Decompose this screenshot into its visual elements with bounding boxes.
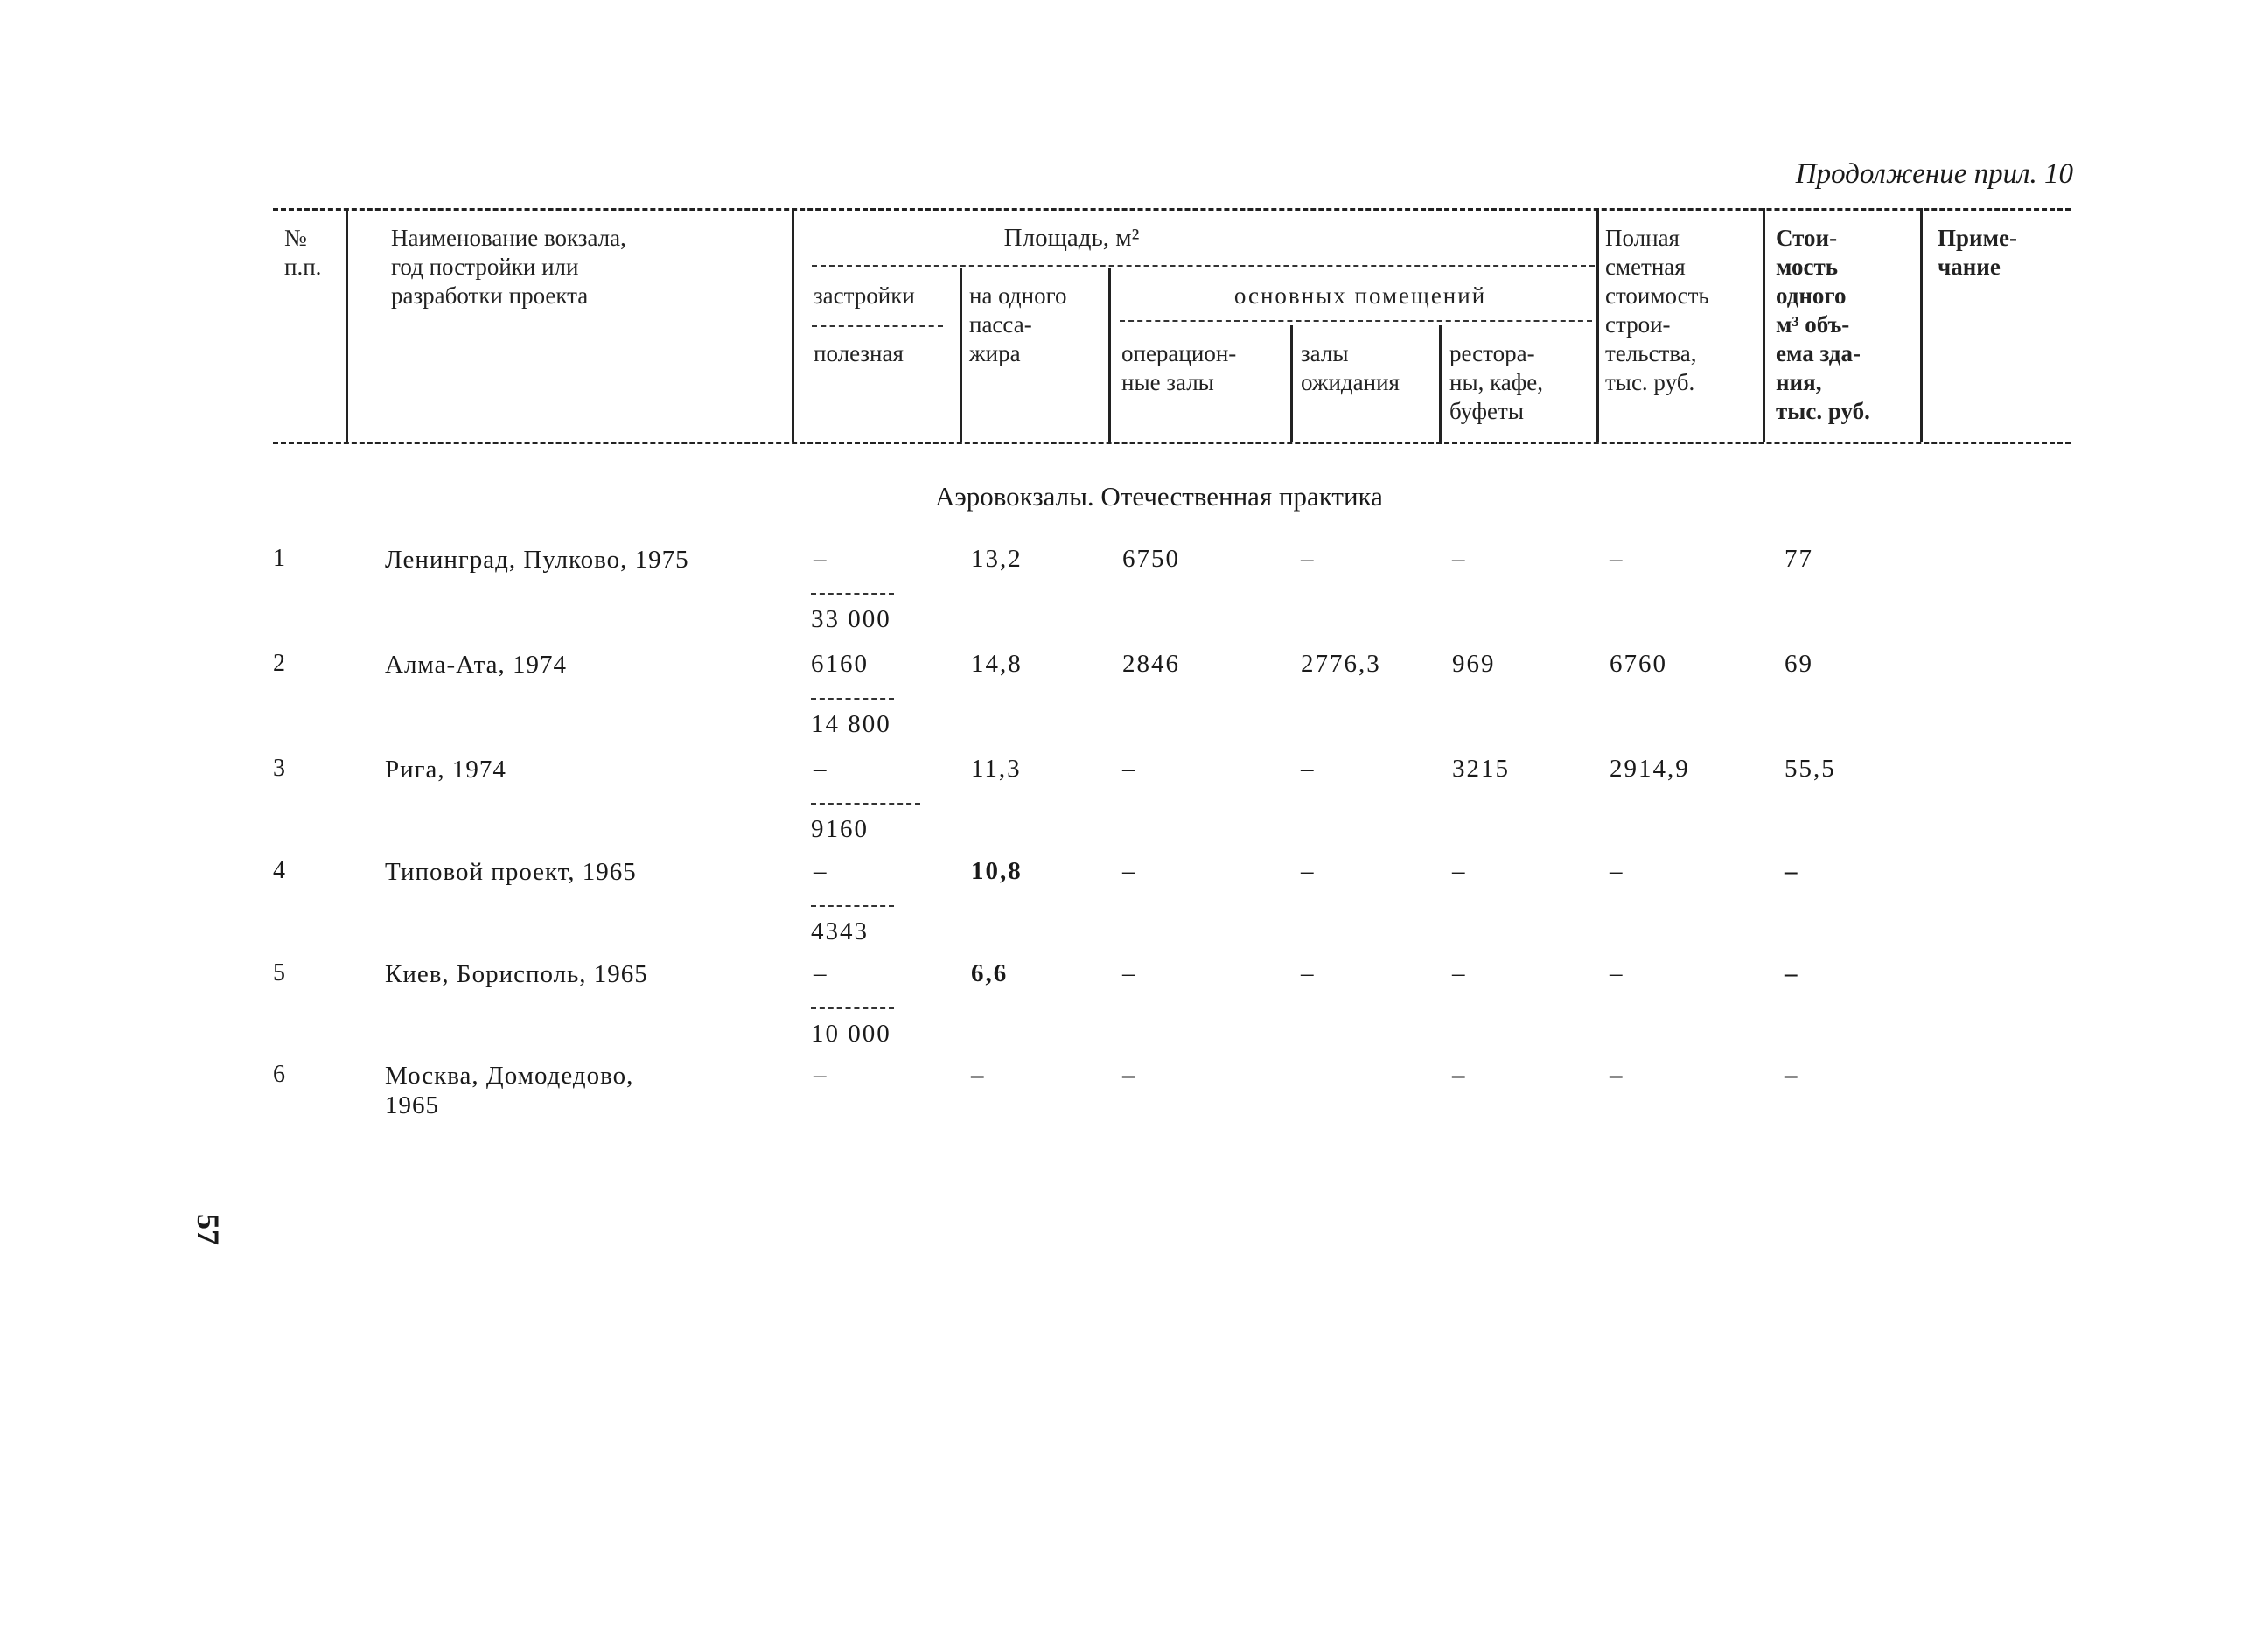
cell-operational: 2846	[1122, 650, 1180, 678]
row-name: Рига, 1974	[385, 756, 506, 784]
row-name: Типовой проект, 1965	[385, 858, 637, 886]
cell-built: –	[814, 755, 828, 783]
header-total-cost-line6: тыс. руб.	[1605, 369, 1695, 395]
cell-useful: 14 800	[811, 710, 891, 738]
header-total-cost-line3: стоимость	[1605, 282, 1709, 309]
header-useful: полезная	[814, 340, 904, 366]
cell-per-passenger: –	[971, 1061, 986, 1089]
cell-useful: 33 000	[811, 605, 891, 633]
header-name-line3: разработки проекта	[391, 282, 589, 309]
cell-built: 6160	[811, 650, 869, 678]
header-built: застройки	[814, 282, 915, 309]
header-per-passenger-line1: на одного	[969, 282, 1067, 309]
cell-total-cost: 2914,9	[1610, 755, 1690, 783]
cell-total-cost: –	[1610, 857, 1624, 885]
col-divider	[1763, 208, 1765, 442]
col-divider	[960, 268, 962, 442]
header-note-line1: Приме-	[1938, 225, 2017, 251]
cell-restaurants: –	[1452, 1061, 1467, 1089]
cell-restaurants: –	[1452, 959, 1467, 987]
cell-restaurants: 3215	[1452, 755, 1510, 783]
cell-total-cost: 6760	[1610, 650, 1667, 678]
row-number: 4	[273, 857, 285, 884]
cell-waiting: –	[1301, 755, 1316, 783]
header-main-rooms: основных помещений	[1233, 282, 1487, 309]
header-area-group: Площадь, м²	[1003, 224, 1140, 252]
cell-waiting: –	[1301, 545, 1316, 573]
table-caption: Продолжение прил. 10	[1795, 158, 2073, 190]
header-unit-cost-line5: ема зда-	[1776, 340, 1861, 366]
cell-built: –	[814, 545, 828, 573]
cell-waiting: –	[1301, 857, 1316, 885]
row-number: 3	[273, 755, 285, 782]
cell-waiting: –	[1301, 959, 1316, 987]
cell-per-passenger: 6,6	[971, 959, 1009, 987]
cell-unit-cost: 77	[1785, 545, 1813, 573]
cell-total-cost: –	[1610, 1061, 1624, 1089]
col-divider	[1290, 325, 1293, 442]
cell-useful: 9160	[811, 815, 869, 843]
header-unit-cost-line6: ния,	[1776, 369, 1822, 395]
row-name: Алма-Ата, 1974	[385, 651, 567, 679]
cell-built: –	[814, 959, 828, 987]
header-num-line1: №	[284, 225, 307, 251]
cell-unit-cost: –	[1785, 959, 1799, 987]
header-per-passenger-line3: жира	[969, 340, 1021, 366]
cell-per-passenger: 14,8	[971, 650, 1023, 678]
fraction-line	[811, 905, 894, 907]
cell-total-cost: –	[1610, 545, 1624, 573]
row-number: 5	[273, 959, 285, 986]
cell-restaurants: –	[1452, 545, 1467, 573]
cell-built: –	[814, 857, 828, 885]
cell-useful: 4343	[811, 917, 869, 945]
fraction-line	[811, 698, 894, 700]
header-per-passenger-line2: пасса-	[969, 311, 1032, 338]
header-unit-cost-line2: мость	[1776, 254, 1839, 280]
page-number: 57	[191, 1214, 226, 1245]
header-waiting-line1: залы	[1301, 340, 1349, 366]
header-operational-line1: операцион-	[1121, 340, 1237, 366]
cell-per-passenger: 10,8	[971, 857, 1023, 885]
area-subrule	[812, 265, 1595, 267]
cell-unit-cost: 69	[1785, 650, 1813, 678]
cell-unit-cost: –	[1785, 1061, 1799, 1089]
cell-unit-cost: –	[1785, 857, 1799, 885]
row-name-line2: 1965	[385, 1091, 439, 1119]
row-number: 2	[273, 650, 285, 677]
col-divider	[346, 208, 348, 442]
built-useful-divider	[812, 325, 943, 327]
section-title: Аэровокзалы. Отечественная практика	[935, 481, 1383, 512]
rooms-subrule	[1120, 320, 1592, 322]
col-divider	[1439, 325, 1442, 442]
header-restaurants-line2: ны, кафе,	[1449, 369, 1544, 395]
col-divider	[1596, 208, 1599, 442]
cell-operational: –	[1122, 857, 1137, 885]
fraction-line	[811, 593, 894, 595]
cell-built: –	[814, 1061, 828, 1089]
row-name-line1: Москва, Домодедово,	[385, 1062, 634, 1090]
cell-total-cost: –	[1610, 959, 1624, 987]
col-divider	[1108, 268, 1111, 442]
cell-operational: –	[1122, 1061, 1137, 1089]
header-bottom-rule	[273, 442, 2071, 444]
col-divider	[792, 208, 794, 442]
header-restaurants-line3: буфеты	[1449, 398, 1524, 424]
row-name: Ленинград, Пулково, 1975	[385, 546, 689, 574]
cell-restaurants: 969	[1452, 650, 1496, 678]
header-total-cost-line1: Полная	[1605, 225, 1680, 251]
cell-operational: 6750	[1122, 545, 1180, 573]
fraction-line	[811, 1007, 894, 1009]
header-unit-cost-line1: Стои-	[1776, 225, 1838, 251]
cell-waiting: 2776,3	[1301, 650, 1381, 678]
header-unit-cost-line3: одного	[1776, 282, 1847, 309]
cell-useful: 10 000	[811, 1020, 891, 1048]
header-note-line2: чание	[1938, 254, 2001, 280]
col-divider	[1920, 208, 1923, 442]
cell-restaurants: –	[1452, 857, 1467, 885]
header-name-line2: год постройки или	[391, 254, 579, 280]
header-name-line1: Наименование вокзала,	[391, 225, 626, 251]
header-unit-cost-line7: тыс. руб.	[1776, 398, 1870, 424]
header-unit-cost-line4: м³ объ-	[1776, 311, 1850, 338]
header-total-cost-line5: тельства,	[1605, 340, 1697, 366]
row-number: 6	[273, 1061, 285, 1088]
fraction-line	[811, 803, 920, 805]
header-waiting-line2: ожидания	[1301, 369, 1400, 395]
cell-unit-cost: 55,5	[1785, 755, 1836, 783]
header-num-line2: п.п.	[284, 254, 322, 280]
cell-per-passenger: 13,2	[971, 545, 1023, 573]
header-operational-line2: ные залы	[1121, 369, 1214, 395]
row-number: 1	[273, 545, 285, 572]
cell-operational: –	[1122, 959, 1137, 987]
header-total-cost-line4: строи-	[1605, 311, 1671, 338]
row-name: Киев, Борисполь, 1965	[385, 960, 648, 988]
cell-operational: –	[1122, 755, 1137, 783]
header-restaurants-line1: рестора-	[1449, 340, 1535, 366]
cell-per-passenger: 11,3	[971, 755, 1022, 783]
header-top-rule	[273, 208, 2071, 211]
header-total-cost-line2: сметная	[1605, 254, 1686, 280]
